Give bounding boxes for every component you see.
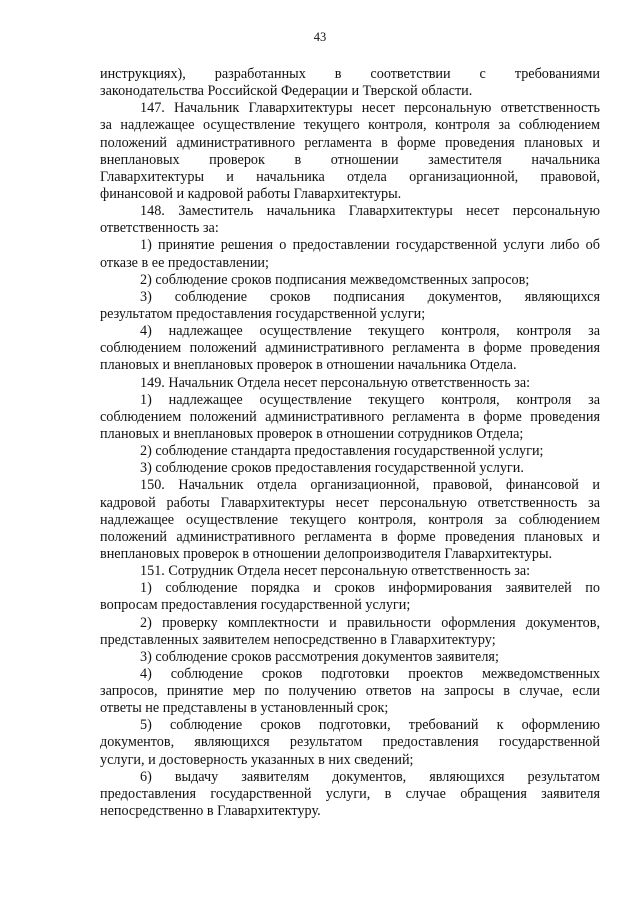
text-line: положений административного регламента в форме проведения плановых и xyxy=(100,528,600,545)
text-line: услуги, и достоверность указанных в них сведений; xyxy=(100,751,414,768)
document-body xyxy=(100,66,600,820)
text-line: 3) соблюдение сроков предоставления государственной услуги. xyxy=(140,460,524,477)
text-line: кадровой работы Главархитектуры несет персональную ответственность за xyxy=(100,494,600,511)
text-line: соблюдением положений административного регламента в форме проведения xyxy=(100,340,600,357)
text-line: 147. Начальник Главархитектуры несет персональную ответственность xyxy=(140,100,600,117)
text-line: 5) соблюдение сроков подготовки, требований к оформлению xyxy=(140,717,600,734)
text-line: положений административного регламента в форме проведения плановых и xyxy=(100,134,600,151)
text-line: 2) соблюдение стандарта предоставления государственной услуги; xyxy=(140,443,544,460)
text-line: финансовой и кадровой работы Главархитектуры. xyxy=(100,185,402,202)
text-line: инструкциях), разработанных в соответствии с требованиями xyxy=(100,66,600,82)
text-line: ответы не представлены в установленный срок; xyxy=(100,700,389,717)
text-line: 1) принятие решения о предоставлении государственной услуги либо об xyxy=(140,237,600,254)
text-line: надлежащее осуществление текущего контроля, контроля за соблюдением xyxy=(100,511,600,528)
text-line: 4) надлежащее осуществление текущего контроля, контроля за xyxy=(140,323,600,340)
text-line: отказе в ее предоставлении; xyxy=(100,254,269,271)
text-line: плановых и внеплановых проверок в отношении начальника Отдела. xyxy=(100,357,517,374)
text-line: непосредственно в Главархитектуру. xyxy=(100,803,321,820)
text-line: за надлежащее осуществление текущего контроля, контроля за соблюдением xyxy=(100,117,600,134)
text-line: вопросам предоставления государственной услуги; xyxy=(100,597,411,614)
text-line: ответственность за: xyxy=(100,220,219,237)
text-line: 1) надлежащее осуществление текущего контроля, контроля за xyxy=(140,391,600,408)
text-line: документов, являющихся результатом предоставления государственной xyxy=(100,734,600,751)
text-line: запросов, принятие мер по получению ответов на запросы в случае, если xyxy=(100,683,600,700)
text-line: внеплановых проверок в отношении заместителя начальника xyxy=(100,151,600,168)
text-line: 150. Начальник отдела организационной, правовой, финансовой и xyxy=(140,477,600,494)
text-line: законодательства Российской Федерации и Тверской области. xyxy=(100,83,473,100)
text-line: 4) соблюдение сроков подготовки проектов межведомственных xyxy=(140,665,600,682)
page-number: 43 xyxy=(313,30,327,44)
text-line: 3) соблюдение сроков подписания документов, являющихся xyxy=(140,288,600,305)
text-line: 3) соблюдение сроков рассмотрения документов заявителя; xyxy=(140,648,499,665)
text-line: 148. Заместитель начальника Главархитектуры несет персональную xyxy=(140,203,600,220)
text-line: Главархитектуры и начальника отдела организационной, правовой, xyxy=(100,168,600,185)
text-line: представленных заявителем непосредственно в Главархитектуру; xyxy=(100,631,496,648)
text-line: внеплановых проверок в отношении делопроизводителя Главархитектуры. xyxy=(100,545,553,562)
text-line: 2) проверку комплектности и правильности оформления документов, xyxy=(140,614,600,631)
text-line: соблюдением положений административного регламента в форме проведения xyxy=(100,408,600,425)
text-line: плановых и внеплановых проверок в отношении сотрудников Отдела; xyxy=(100,425,524,442)
text-line: 2) соблюдение сроков подписания межведомственных запросов; xyxy=(140,271,530,288)
text-line: 6) выдачу заявителям документов, являющихся результатом xyxy=(140,768,600,785)
text-line: результатом предоставления государственной услуги; xyxy=(100,305,426,322)
text-line: 1) соблюдение порядка и сроков информирования заявителей по xyxy=(140,580,600,597)
text-line: 151. Сотрудник Отдела несет персональную ответственность за: xyxy=(140,563,531,580)
text-line: предоставления государственной услуги, в случае обращения заявителя xyxy=(100,785,600,802)
text-line: 149. Начальник Отдела несет персональную ответственность за: xyxy=(140,374,531,391)
